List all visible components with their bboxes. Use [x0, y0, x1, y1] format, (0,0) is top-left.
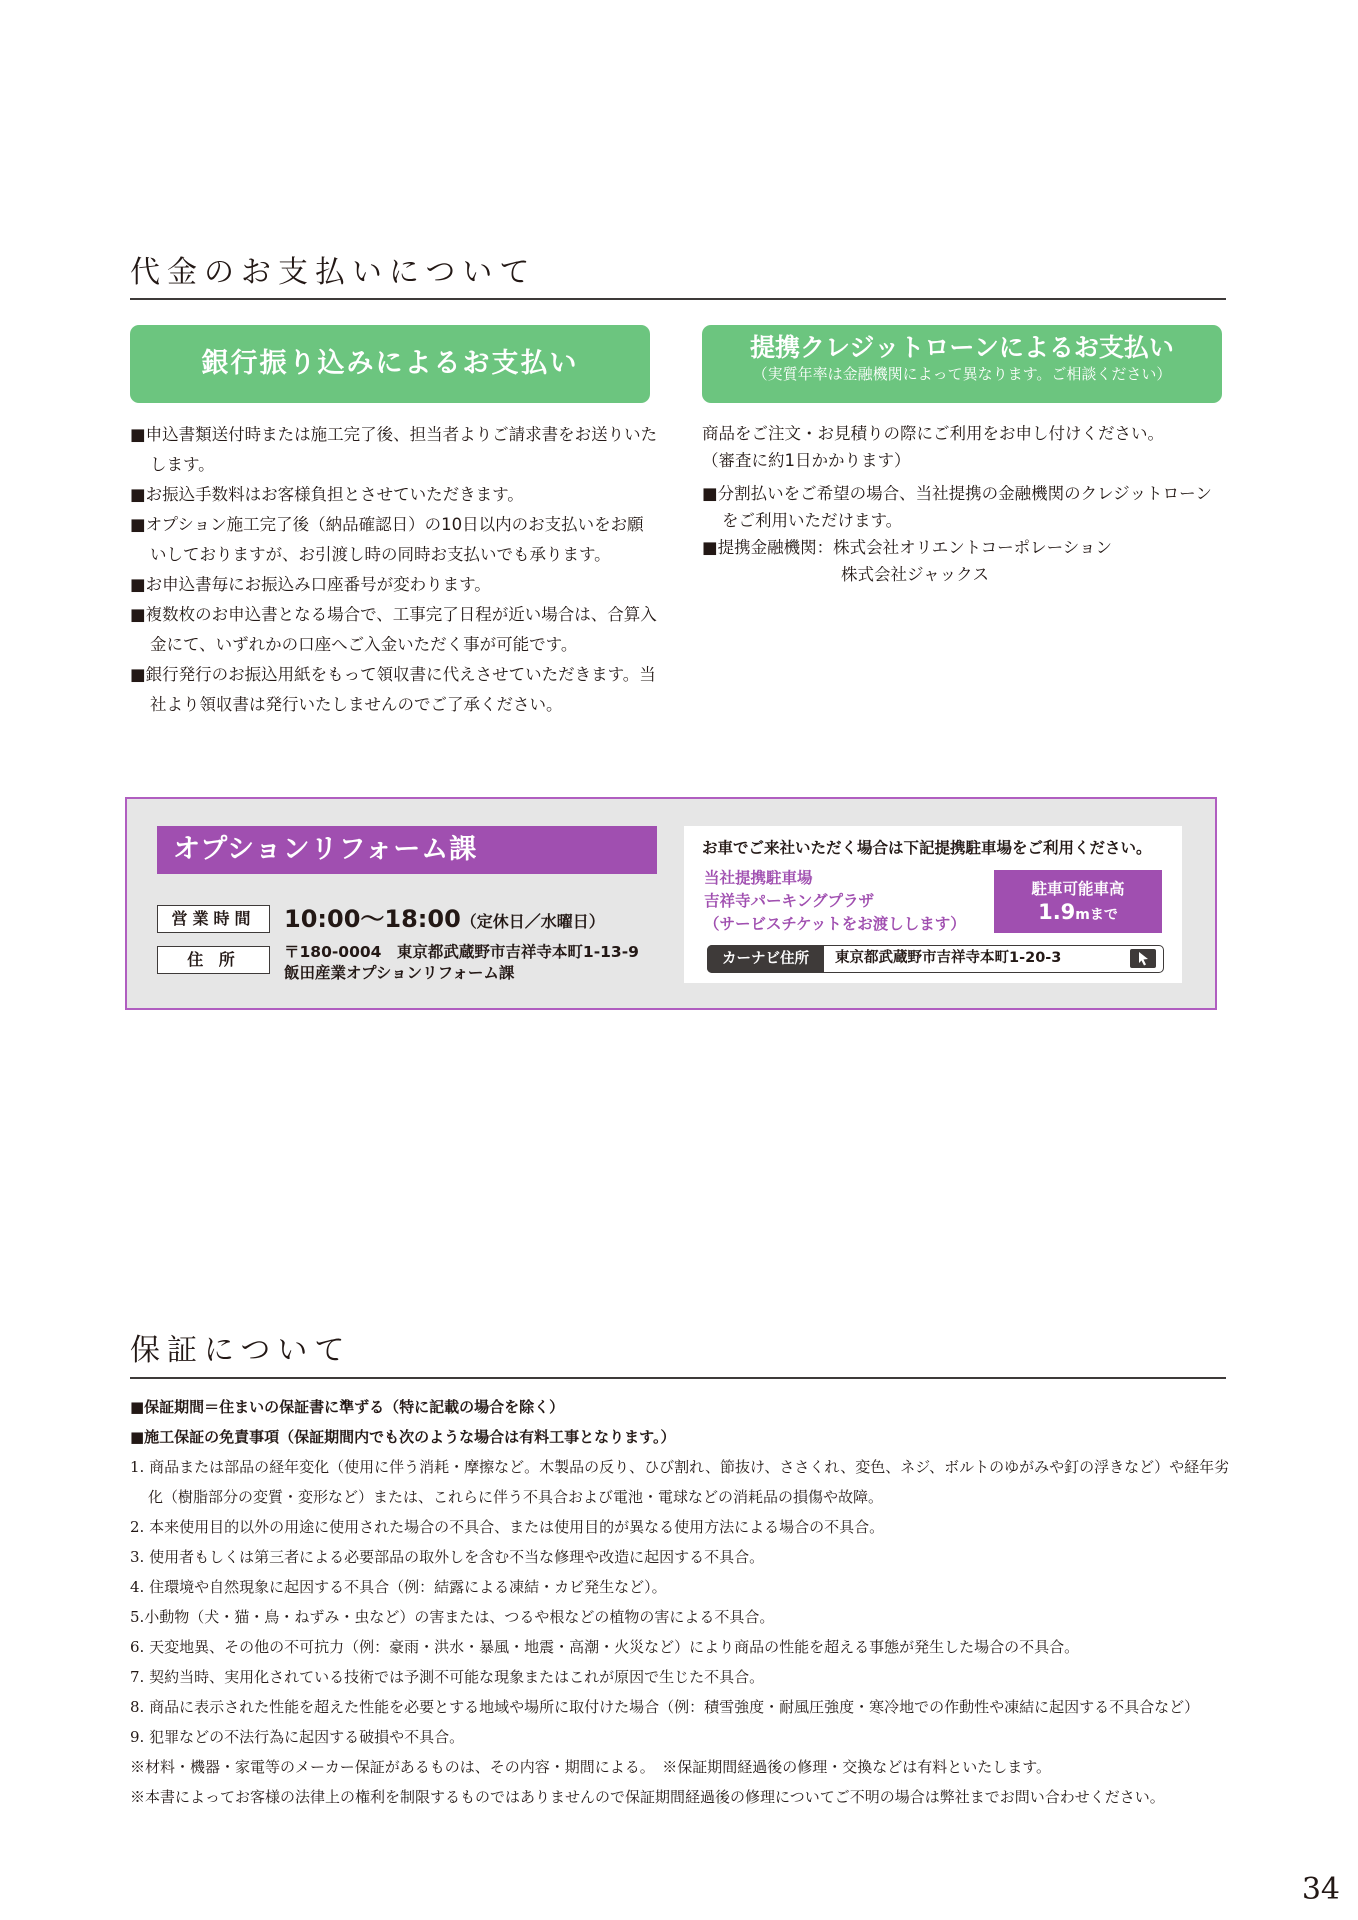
- car-navi-address-bar: [707, 945, 1164, 973]
- height-limit-badge: [994, 870, 1162, 933]
- partner-parking: [704, 867, 966, 936]
- payment-divider: [130, 298, 1226, 300]
- list-item: 7. 契約当時、実用化されている技術では予測不可能な現象またはこれが原因で生じた不具合。: [130, 1668, 765, 1686]
- warranty-note: ※本書によってお客様の法律上の権利を制限するものではありませんので保証期間経過後の修理についてご不明の場合は弊社までお問い合わせください。: [130, 1788, 1165, 1806]
- list-item: ■銀行発行のお振込用紙をもって領収書に代えさせていただきます。当社より領収書は発行いたしませんのでご了承ください。: [130, 665, 656, 714]
- height-limit-value-row: [994, 899, 1162, 928]
- address-line: 〒180-0004 東京都武蔵野市吉祥寺本町1-13-9: [284, 943, 639, 961]
- bank-transfer-list: [130, 420, 660, 720]
- list-item: ■オプション施工完了後（納品確認日）の10日以内のお支払いをお願いしておりますが、お引渡し時の同時お支払いでも承ります。: [130, 515, 644, 564]
- credit-loan-list: [702, 420, 1226, 588]
- warranty-note: ※材料・機器・家電等のメーカー保証があるものは、その内容・期間による。 ※保証期間経過後の修理・交換などは有料といたします。: [130, 1758, 1052, 1776]
- list-item: 6. 天変地異、その他の不可抗力（例：豪雨・洪水・暴風・地震・高潮・火災など）により商品の性能を超える事態が発生した場合の不具合。: [130, 1638, 1080, 1656]
- department-title: オプションリフォーム課: [157, 826, 657, 874]
- list-item: ■複数枚のお申込書となる場合で、工事完了日程が近い場合は、合算入金にて、いずれかの口座へご入金いただく事が可能です。: [130, 605, 657, 654]
- credit-loan-subheading: （実質年率は金融機関によって異なります。ご相談ください）: [752, 365, 1172, 383]
- parking-label: 当社提携駐車場: [704, 869, 813, 887]
- bank-transfer-heading: 銀行振り込みによるお支払い: [201, 348, 579, 379]
- address-line: 飯田産業オプションリフォーム課: [284, 964, 515, 982]
- hours-time: 10:00〜18:00: [284, 905, 461, 933]
- warranty-divider: [130, 1377, 1226, 1379]
- height-limit-value: 1.9: [1038, 900, 1076, 924]
- warranty-period: ■保証期間＝住まいの保証書に準ずる（特に記載の場合を除く）: [130, 1398, 565, 1416]
- payment-section-title: 代金のお支払いについて: [130, 255, 537, 290]
- warranty-section-title: 保証について: [130, 1333, 352, 1368]
- list-item-continued: 株式会社ジャックス: [841, 565, 990, 584]
- list-item: ■申込書類送付時または施工完了後、担当者よりご請求書をお送りいたします。: [130, 425, 658, 474]
- bank-transfer-heading-box: [130, 325, 650, 403]
- hours-label: 営業時間: [157, 905, 270, 933]
- credit-loan-heading: 提携クレジットローンによるお支払い: [750, 333, 1174, 362]
- warranty-exemptions-heading: ■施工保証の免責事項（保証期間内でも次のような場合は有料工事となります。）: [130, 1428, 676, 1446]
- page-number: 34: [1301, 1872, 1340, 1907]
- parking-ticket-note: （サービスチケットをお渡しします）: [704, 915, 966, 933]
- hours-note: （定休日／水曜日）: [460, 912, 605, 931]
- parking-name: 吉祥寺パーキングプラザ: [704, 892, 875, 910]
- list-item: ■分割払いをご希望の場合、当社提携の金融機関のクレジットローンをご利用いただけます。: [702, 484, 1212, 530]
- navi-label: カーナビ住所: [707, 945, 824, 973]
- credit-intro: 商品をご注文・お見積りの際にご利用をお申し付けください。: [702, 424, 1164, 443]
- height-limit-unit: mまで: [1075, 907, 1118, 923]
- credit-intro-note: （審査に約1日かかります）: [702, 451, 911, 470]
- address-label: 住 所: [157, 946, 270, 974]
- parking-notice: お車でご来社いただく場合は下記提携駐車場をご利用ください。: [702, 839, 1152, 857]
- list-item: ■提携金融機関：株式会社オリエントコーポレーション: [702, 538, 1112, 557]
- height-limit-label: 駐車可能車高: [1031, 880, 1125, 898]
- credit-loan-heading-box: [702, 325, 1222, 403]
- office-address: [284, 942, 639, 984]
- list-item: 3. 使用者もしくは第三者による必要部品の取外しを含む不当な修理や改造に起因する不具合。: [130, 1548, 765, 1566]
- business-hours: [284, 900, 605, 941]
- list-item: 2. 本来使用目的以外の用途に使用された場合の不具合、または使用目的が異なる使用方法による場合の不具合。: [130, 1518, 885, 1536]
- list-item: ■お申込書毎にお振込み口座番号が変わります。: [130, 575, 491, 594]
- list-item: ■お振込手数料はお客様負担とさせていただきます。: [130, 485, 524, 504]
- warranty-terms: [130, 1392, 1230, 1812]
- navi-address: 東京都武蔵野市吉祥寺本町1-20-3: [835, 950, 1062, 966]
- list-item: 8. 商品に表示された性能を超えた性能を必要とする地域や場所に取付けた場合（例：積雪強度・耐風圧強度・寒冷地での作動性や凍結に起因する不具合など）: [130, 1698, 1200, 1716]
- list-item: 5.小動物（犬・猫・鳥・ねずみ・虫など）の害または、つるや根などの植物の害による不具合。: [130, 1608, 775, 1626]
- list-item: 4. 住環境や自然現象に起因する不具合（例：結露による凍結・カビ発生など）。: [130, 1578, 667, 1596]
- list-item: 1. 商品または部品の経年変化（使用に伴う消耗・摩擦など。木製品の反り、ひび割れ、節抜け、ささくれ、変色、ネジ、ボルトのゆがみや釘の浮きなど）や経年劣化（樹脂部分の変質・変形など）または、これらに伴う不具合および電池・電球などの消耗品の損傷や故障。: [130, 1458, 1230, 1506]
- cursor-icon: [1130, 949, 1156, 968]
- list-item: 9. 犯罪などの不法行為に起因する破損や不具合。: [130, 1728, 465, 1746]
